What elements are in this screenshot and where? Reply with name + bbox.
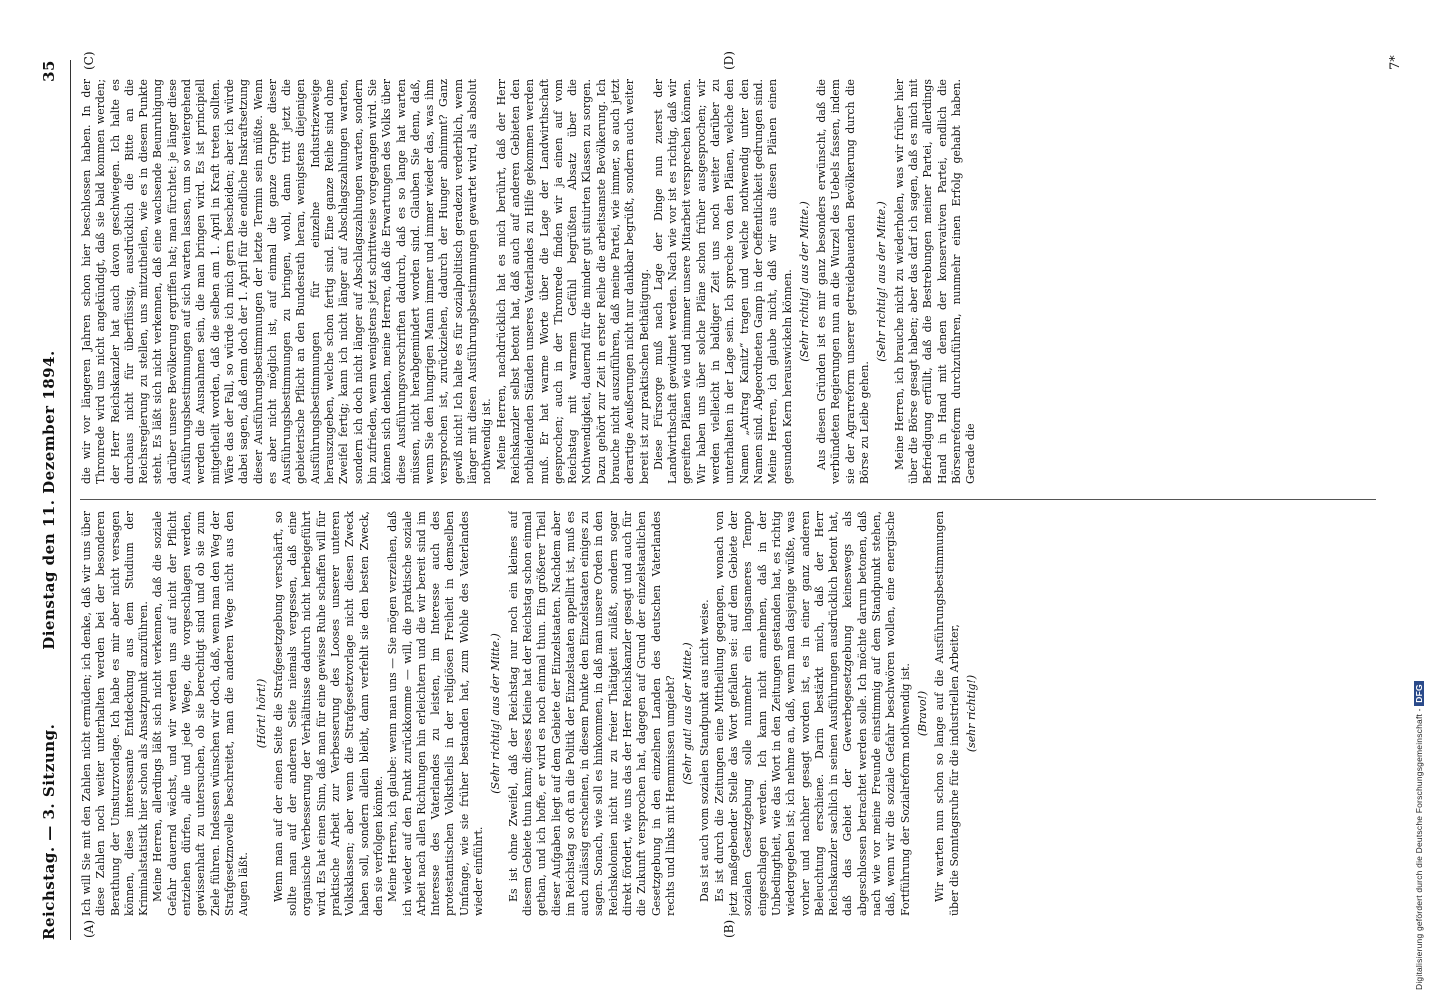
paragraph: Meine Herren, nachdrücklich hat es mich berührt, daß der Herr Reichskanzler selbst betont hat, daß auch auf anderen Gebieten den nothleidenden Ständen unseres Vaterlandes zu Hilfe gekommen werden muß. Er hat warme Worte über die Lage der Landwirthschaft gesprochen; auch in der Thronrede finden wir ja einen auf vom Reichstag mit warmem Gefühl begrüßten Absatz über die Nothwendigkeit, dauernd für die minder gut situirten Klassen zu sorgen. Dazu gehört zur Zeit in erster Reihe die arbeitsamste Bevölkerung. Ich brauche nicht auszuführen, daß meine Partei, wie immer, so auch jetzt derartige Aeußerungen nicht nur dankbar begrüßt, sondern auch weiter bereit ist zur praktischen Bethätigung. [494, 79, 651, 484]
page-header [40, 60, 66, 940]
paragraph: Es ist durch die Zeitungen eine Mittheilung gegangen, wonach von jetzt maßgebender Stelle das Wort gefallen sei: auf dem Gebiete der sozialen Gesetzgebung solle nunmehr ein langsameres Tempo eingeschlagen werden. Ich kann nicht annehmen, daß in der Unbedingtheit, wie das Wort in den Zeitungen gestanden hat, es richtig wiedergegeben ist; ich nehme an, daß, wenn man dasjenige wüßte, was vorher und nachher gesagt worden ist, es in einer ganz anderen Beleuchtung erschiene. Darin bestärkt mich, daß der Herr Reichskanzler sachlich in seinen Ausführungen ausdrücklich betont hat, daß das Gebiet der Gewerbegesetzgebung keineswegs als abgeschlossen betrachtet werden solle. Ich möchte darum betonen, daß nach wie vor meine Freunde einstimmig auf dem Standpunkt stehen, daß, wenn wir die soziale Gefahr beschwören wollen, eine energische Fortführung der Sozialreform nothwendig ist. [712, 511, 912, 916]
header-rule [70, 60, 71, 940]
paragraph: Aus diesen Gründen ist es mir ganz besonders erwünscht, daß die verbündeten Regierungen nun an die Wurzel des Uebels fassen, indem sie der Agrarreform unserer getreidebauenden Bevölkerung durch die Börse zu Leibe gehen. [815, 79, 872, 484]
dfg-logo: DFG [1414, 681, 1424, 706]
header-date: Dienstag den 11. Dezember 1894. [40, 350, 58, 650]
signature-mark: 7* [1388, 55, 1403, 70]
paragraph: die wir vor längeren Jahren schon hier beschlossen haben. In der Thronrede wird uns nicht angekündigt, daß sie bald kommen werden; der Herr Reichskanzler hat auch davon geschwiegen. Ich halte es durchaus nicht für überflüssig, ausdrücklich die Bitte an die Reichsregierung zu stellen, uns mitzutheilen, wie es in diesem Punkte steht. Es läßt sich nicht verkennen, daß eine wachsende Beunruhigung darüber unsere Bevölkerung ergriffen hat; man fürchtet: je länger diese Ausführungsbestimmungen auf sich warten lassen, um so weitergehend werden die Ausnahmen sein, die man bringen wird. Es ist principiell mitgetheilt worden, daß die selben am 1. April in Kraft treten sollten. Wäre das der Fall, so würde ich mich gern bescheiden; aber ich würde dabei sagen, daß denn doch der 1. April für die endliche Inskraftsetzung dieser Ausführungsbestimmungen der letzte Termin sein müßte. Wenn es aber nicht möglich ist, auf einmal die ganze Gruppe dieser Ausführungsbestimmungen zu bringen, wohl, dann tritt jetzt die gebieterische Pflicht an den Bundesrath heran, wenigstens diejenigen Ausführungsbestimmungen für einzelne Industriezweige herauszugeben, welche schon fertig sind. Eine ganze Reihe sind ohne Zweifel fertig; kann ich nicht länger auf Abschlagszahlungen warten, sondern ich doch nicht länger auf Abschlagszahlungen warten, sondern bin zufrieden, wenn wenigstens jetzt schrittweise vorgegangen wird. Sie können sich denken, meine Herren, daß die Erwartungen des Volks über diese Ausführungsvorschriften dadurch, daß es so lange hat warten müssen, nicht herabgemindert worden sind. Glauben Sie denn, daß, wenn Sie den hungrigen Mann immer und immer wieder das, was ihm versprochen ist, zurückziehen, dadurch der Hunger abnimmt? Ganz gewiß nicht! Ich halte es für sozialpolitisch geradezu verderblich, wenn länger mit diesen Ausführungsbestimmungen gewartet wird, als absolut nothwendig ist. [80, 79, 494, 484]
paragraph: Wenn man auf der einen Seite die Strafgesetzgebung verschärft, so sollte man auf der anderen Seite niemals vergessen, daß eine organische Verbesserung der Verhältnisse dadurch nicht herbeigeführt wird. Es hat einen Sinn, daß man für eine gewisse Ruhe schaffen will für praktische Arbeit zur Verbesserung des Looses unserer unteren Volksklassen; aber wenn die Strafgesetzvorlage nicht diesen Zweck haben soll, sondern allein bleibt, dann verfehlt sie den besten Zweck, den sie verfolgen könnte. [271, 511, 385, 916]
interjection: (Sehr richtig! aus der Mitte.) [489, 633, 503, 794]
paragraph: Es ist ohne Zweifel, daß der Reichstag nur noch ein kleines auf diesem Gebiete thun kann; dieses Kleine hat der Reichstag schon einmal gethan, und ich hoffe, er wird es noch einmal thun. Ein größerer Theil dieser Aufgaben liegt auf dem Gebiete der Einzelstaaten. Nachdem aber im Reichstag so oft an die Politik der Einzelstaaten appellirt ist, muß es auch zulässig erscheinen, in diesem Punkte den Einzelstaaten einiges zu sagen. Sonach, wie soll es hinkommen, in daß man unsere Orden in den Reichskolonien nicht nur zu freier Thätigkeit zuläßt, sondern sogar direkt fördert, wie uns das der Herr Reichskanzler gesagt und auch für die Zukunft versprochen hat, dagegen auf Grund der einzelstaatlichen Gesetzgebung in den einzelnen Landen des deutschen Vaterlandes rechts und links mit Hemmnissen umgiebt? [506, 511, 677, 916]
paragraph: Meine Herren, ich glaube: wenn man uns — Sie mögen verzeihen, daß ich wieder auf den Punkt zurückkomme — will, die praktische soziale Arbeit nach allen Richtungen hin erleichtern und die wir bereit sind im Interesse des Vaterlandes zu leisten, im Interesse auch des protestantischen Volkstheils in der religiösen Freiheit in demselben Umfange, wie sie früher bestanden hat, zum Wohle des Vaterlandes wieder einführt. [386, 511, 486, 916]
paragraph: Ich will Sie mit den Zahlen nicht ermüden; ich denke, daß wir uns über diese Zahlen noch weiter unterhalten werden bei der besonderen Berathung der Umsturzvorlage. Ich habe es mir aber nicht versagen können, diese interessante Entdeckung aus dem Studium der Kriminalstatistik hier schon als Ansatzpunkt anzuführen. [80, 511, 151, 916]
dfg-credit-text: Digitalisierung gefördert durch die Deutsche Forschungsgemeinschaft - [1414, 708, 1424, 990]
header-left: Reichstag. — 3. Sitzung. [40, 723, 58, 940]
dfg-credit [1414, 681, 1424, 990]
paragraph: Diese Fürsorge muß nach Lage der Dinge nun zuerst der Landwirthschaft gewidmet werden. Nach wie vor ist es richtig, daß wir gereiften Plänen wie und nimmer unsere Mitarbeit versprechen können. Wir haben uns über solche Pläne schon früher ausgesprochen; wir werden vielleicht in baldiger Zeit uns noch weiter darüber zu unterhalten in der Lage sein. Ich spreche von den Plänen, welche den Namen „Antrag Kanitz“ tragen und welche nothwendig unter den Namen sind. Abgeordneten Gamp in der Oeffentlichkeit gedrungen sind. Meine Herren, ich glaube nicht, daß wir aus diesen Plänen einen gesunden Kern herauswickeln können. [651, 79, 794, 484]
paragraph: Das ist auch vom sozialen Standpunkt aus nicht weise. [698, 599, 712, 902]
interjection: (Sehr richtig! aus der Mitte.) [875, 201, 889, 362]
paragraph: Meine Herren, ich brauche nicht zu wiederholen, was wir früher hier über die Börse gesagt haben; aber das darf ich sagen, daß es mich mit Befriedigung erfüllt, daß die Bestrebungen meiner Partei, allerdings Hand in Hand mit denen der konservativen Partei, endlich die Börsenreform durchzuführen, nunmehr einen Erfolg gehabt haben. Gerade die [892, 79, 978, 484]
interjection: (sehr richtig!) [964, 674, 978, 753]
interjection: (Sehr gut! aus der Mitte.) [681, 642, 695, 785]
interjection: (Sehr richtig! aus der Mitte.) [797, 201, 811, 362]
marker-c: (C) [82, 51, 96, 70]
marker-b: (B) [722, 919, 736, 938]
paragraph: Wir warten nun schon so lange auf die Ausführungsbestimmungen über die Sonntagsruhe für die industriellen Arbeiter, [933, 511, 961, 916]
right-column [80, 79, 1380, 484]
left-column [80, 511, 1380, 916]
column-divider [80, 499, 1376, 500]
page-number: 35 [40, 60, 58, 82]
marker-a: (A) [82, 919, 96, 938]
marker-d: (D) [722, 51, 736, 70]
interjection: (Hört! hört!) [254, 678, 268, 749]
interjection: (Bravo!) [915, 690, 929, 737]
paragraph: Meine Herren, allerdings läßt sich nicht verkennen, daß die soziale Gefahr dauernd wächst, und wir werden uns auf nicht der Pflicht entziehen dürfen, alle und jede Wege, die vorgeschlagen werden, gewissenhaft zu untersuchen, ob sie berechtigt sind und ob sie zum Ziele führen. Indessen wünschen wir doch, daß, wenn man den Weg der Strafgesetznovelle beschreitet, man die anderen Wege nicht aus den Augen läßt. [151, 511, 251, 916]
